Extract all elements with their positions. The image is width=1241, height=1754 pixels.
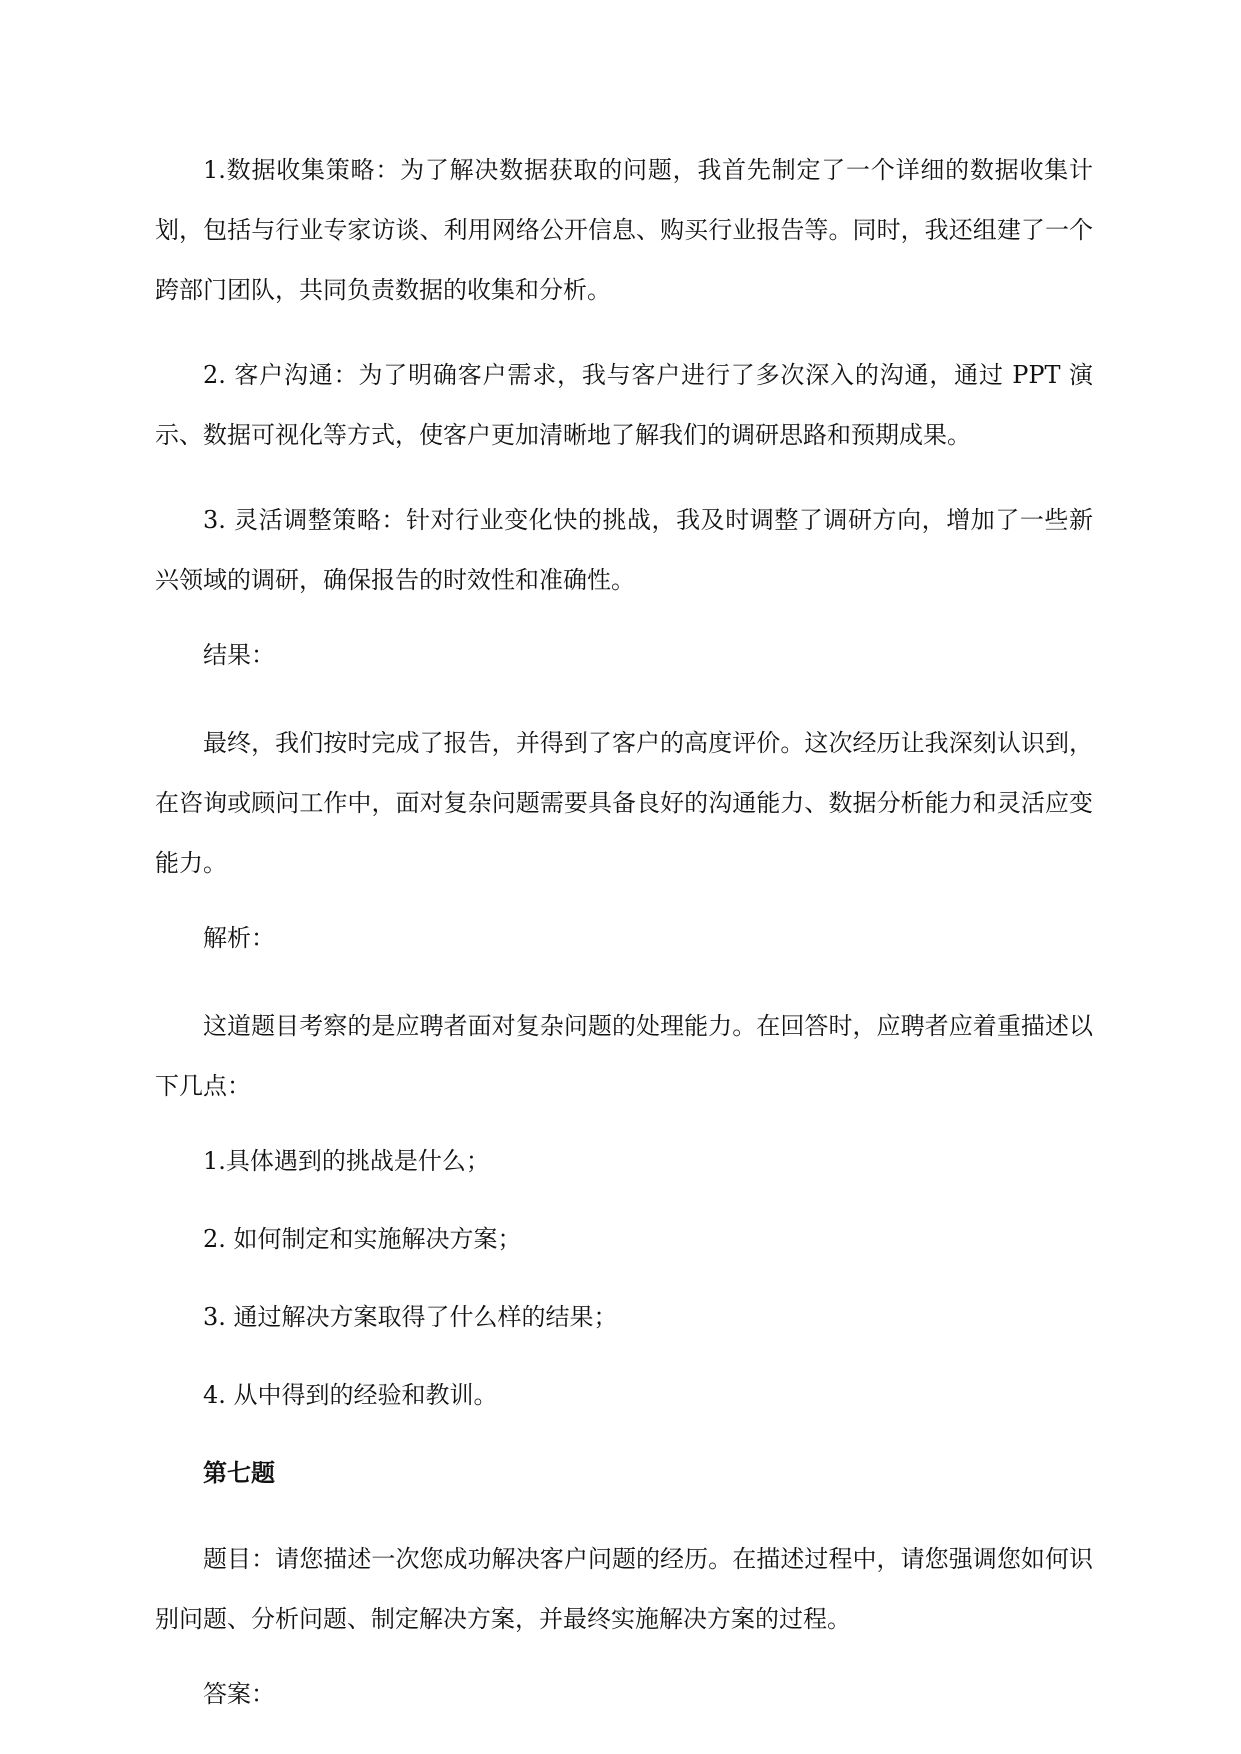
list-item-2: 2. 如何制定和实施解决方案； — [203, 1225, 522, 1253]
document-body — [155, 140, 1093, 1752]
paragraph-question: 题目：请您描述一次您成功解决客户问题的经历。在描述过程中，请您强调您如何识别问题、分析问题、制定解决方案，并最终实施解决方案的过程。 — [155, 1545, 1093, 1633]
list-item-1: 1.具体遇到的挑战是什么； — [203, 1147, 490, 1175]
paragraph-analysis-label: 解析： — [203, 924, 275, 952]
paragraph-result-text: 最终，我们按时完成了报告，并得到了客户的高度评价。这次经历让我深刻认识到，在咨询或顾问工作中，面对复杂问题需要具备良好的沟通能力、数据分析能力和灵活应变能力。 — [155, 729, 1093, 877]
list-item-3: 3. 通过解决方案取得了什么样的结果； — [203, 1303, 618, 1331]
paragraph-data-collection: 1.数据收集策略：为了解决数据获取的问题，我首先制定了一个详细的数据收集计划，包括与行业专家访谈、利用网络公开信息、购买行业报告等。同时，我还组建了一个跨部门团队，共同负责数据的收集和分析。 — [155, 156, 1093, 304]
list-item-4: 4. 从中得到的经验和教训。 — [203, 1381, 498, 1409]
paragraph-answer-label: 答案： — [203, 1680, 275, 1708]
paragraph-client-communication: 2. 客户沟通：为了明确客户需求，我与客户进行了多次深入的沟通，通过 PPT 演示、数据可视化等方式，使客户更加清晰地了解我们的调研思路和预期成果。 — [155, 361, 1093, 449]
section-heading: 第七题 — [203, 1458, 275, 1487]
paragraph-result-label: 结果： — [203, 641, 275, 669]
paragraph-flexible-adjustment: 3. 灵活调整策略：针对行业变化快的挑战，我及时调整了调研方向，增加了一些新兴领域的调研，确保报告的时效性和准确性。 — [155, 506, 1093, 594]
paragraph-analysis-text: 这道题目考察的是应聘者面对复杂问题的处理能力。在回答时，应聘者应着重描述以下几点： — [155, 1012, 1093, 1100]
